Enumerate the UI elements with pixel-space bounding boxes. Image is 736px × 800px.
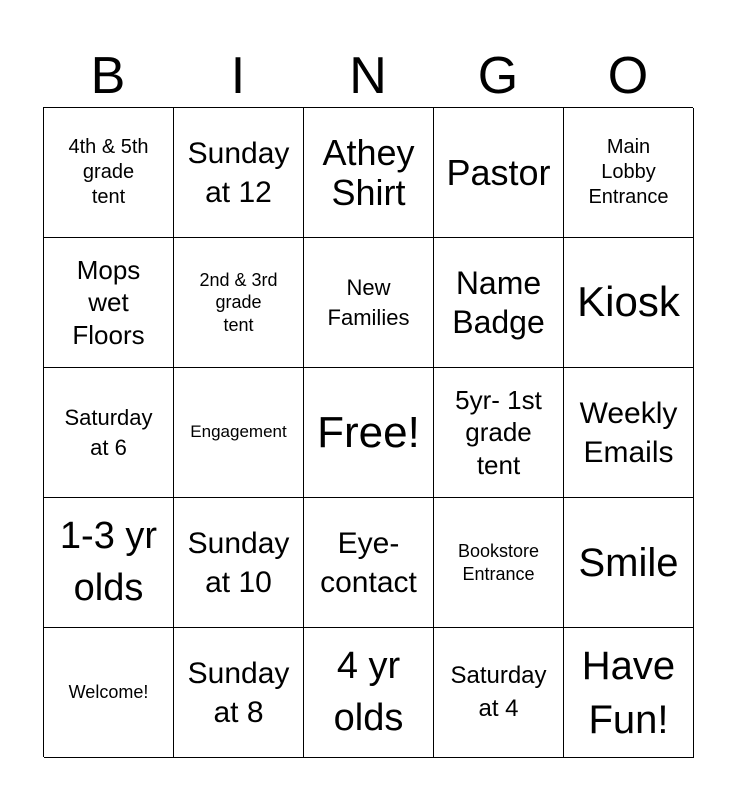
bingo-card-grid [43, 107, 693, 757]
bingo-cell[interactable] [304, 628, 434, 758]
cell-label: Athey Shirt [322, 131, 415, 213]
bingo-cell[interactable] [304, 498, 434, 628]
cell-label: Bookstore Entrance [457, 541, 540, 584]
cell-label: Sunday at 8 [187, 656, 290, 729]
header-letter-i: I [230, 47, 246, 105]
bingo-cell[interactable] [304, 238, 434, 368]
bingo-cell[interactable] [564, 238, 694, 368]
cell-label: Have Fun! [581, 643, 676, 742]
header-letter-n: N [349, 47, 387, 105]
bingo-cell[interactable] [564, 368, 694, 498]
bingo-cell[interactable] [174, 108, 304, 238]
cell-label: Eye- contact [320, 526, 417, 599]
bingo-cell[interactable] [304, 368, 434, 498]
bingo-cell[interactable] [44, 238, 174, 368]
bingo-cell[interactable] [174, 628, 304, 758]
bingo-cell[interactable] [434, 238, 564, 368]
header-letter-g: G [477, 47, 519, 105]
cell-label: Main Lobby Entrance [588, 136, 669, 208]
cell-label: 4th & 5th grade tent [68, 136, 149, 208]
cell-label: Pastor [446, 151, 551, 193]
cell-label: Saturday at 6 [64, 404, 153, 460]
cell-label: Engagement [190, 422, 287, 442]
bingo-cell[interactable] [564, 108, 694, 238]
cell-label: Welcome! [68, 682, 149, 703]
cell-label: Free! [317, 407, 420, 457]
bingo-cell[interactable] [434, 368, 564, 498]
cell-label: Smile [578, 540, 679, 585]
bingo-cell[interactable] [174, 238, 304, 368]
cell-label: Name Badge [452, 265, 545, 340]
cell-label: Sunday at 10 [187, 526, 290, 599]
bingo-cell[interactable] [44, 108, 174, 238]
header-letter-b: B [90, 47, 126, 105]
bingo-cell[interactable] [564, 628, 694, 758]
bingo-cell[interactable] [304, 108, 434, 238]
cell-label: Saturday at 4 [450, 662, 547, 722]
bingo-cell[interactable] [434, 628, 564, 758]
bingo-cell[interactable] [564, 498, 694, 628]
bingo-cell[interactable] [174, 498, 304, 628]
cell-label: Mops wet Floors [72, 254, 145, 350]
bingo-cell[interactable] [44, 498, 174, 628]
bingo-cell[interactable] [434, 108, 564, 238]
cell-label: 5yr- 1st grade tent [455, 384, 542, 480]
header-letter-o: O [607, 47, 649, 105]
cell-label: 4 yr olds [333, 645, 404, 739]
cell-label: New Families [327, 274, 410, 330]
cell-label: Weekly Emails [579, 396, 678, 469]
bingo-cell[interactable] [44, 368, 174, 498]
cell-label: 2nd & 3rd grade tent [199, 269, 278, 335]
cell-label: Sunday at 12 [187, 136, 290, 209]
cell-label: Kiosk [577, 278, 680, 326]
cell-label: 1-3 yr olds [59, 515, 158, 609]
bingo-header [43, 46, 693, 106]
bingo-cell[interactable] [174, 368, 304, 498]
bingo-cell[interactable] [44, 628, 174, 758]
bingo-cell[interactable] [434, 498, 564, 628]
